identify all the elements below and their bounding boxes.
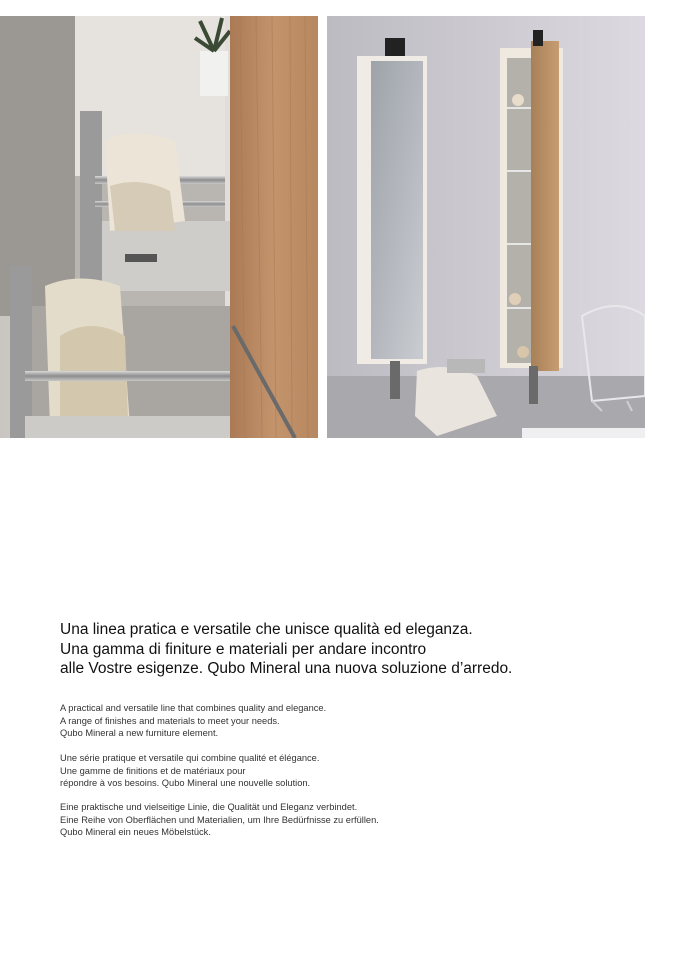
paragraph-french: [60, 752, 660, 790]
paragraph-line: A range of finishes and materials to meet your needs.: [60, 715, 280, 726]
paragraph-line: Qubo Mineral ein neues Möbelstück.: [60, 827, 211, 838]
headline-line: alle Vostre esigenze. Qubo Mineral una nuova soluzione d’arredo.: [60, 660, 513, 677]
paragraph-line: Eine praktische und vielseitige Linie, die Qualität und Eleganz verbindet.: [60, 802, 358, 812]
paragraph-line: A practical and versatile line that combines quality and elegance.: [60, 703, 327, 713]
photo-columns: [327, 16, 645, 438]
paragraph-line: Qubo Mineral a new furniture element.: [60, 728, 219, 739]
headline-italian: [60, 620, 660, 679]
paragraph-line: répondre à vos besoins. Qubo Mineral une nouvelle solution.: [60, 778, 311, 789]
paragraph-german: [60, 801, 660, 839]
headline-line: Una linea pratica e versatile che unisce qualità ed eleganza.: [60, 621, 473, 638]
paragraph-line: Une série pratique et versatile qui combine qualité et élégance.: [60, 753, 320, 763]
headline-line: Una gamma di finiture e materiali per andare incontro: [60, 640, 427, 658]
paragraph-english: [60, 702, 660, 740]
paragraph-line: Eine Reihe von Oberflächen und Materialien, um Ihre Bedürfnisse zu erfüllen.: [60, 814, 379, 825]
photo-drawers: [0, 16, 318, 438]
paragraph-line: Une gamme de finitions et de matériaux pour: [60, 765, 246, 776]
